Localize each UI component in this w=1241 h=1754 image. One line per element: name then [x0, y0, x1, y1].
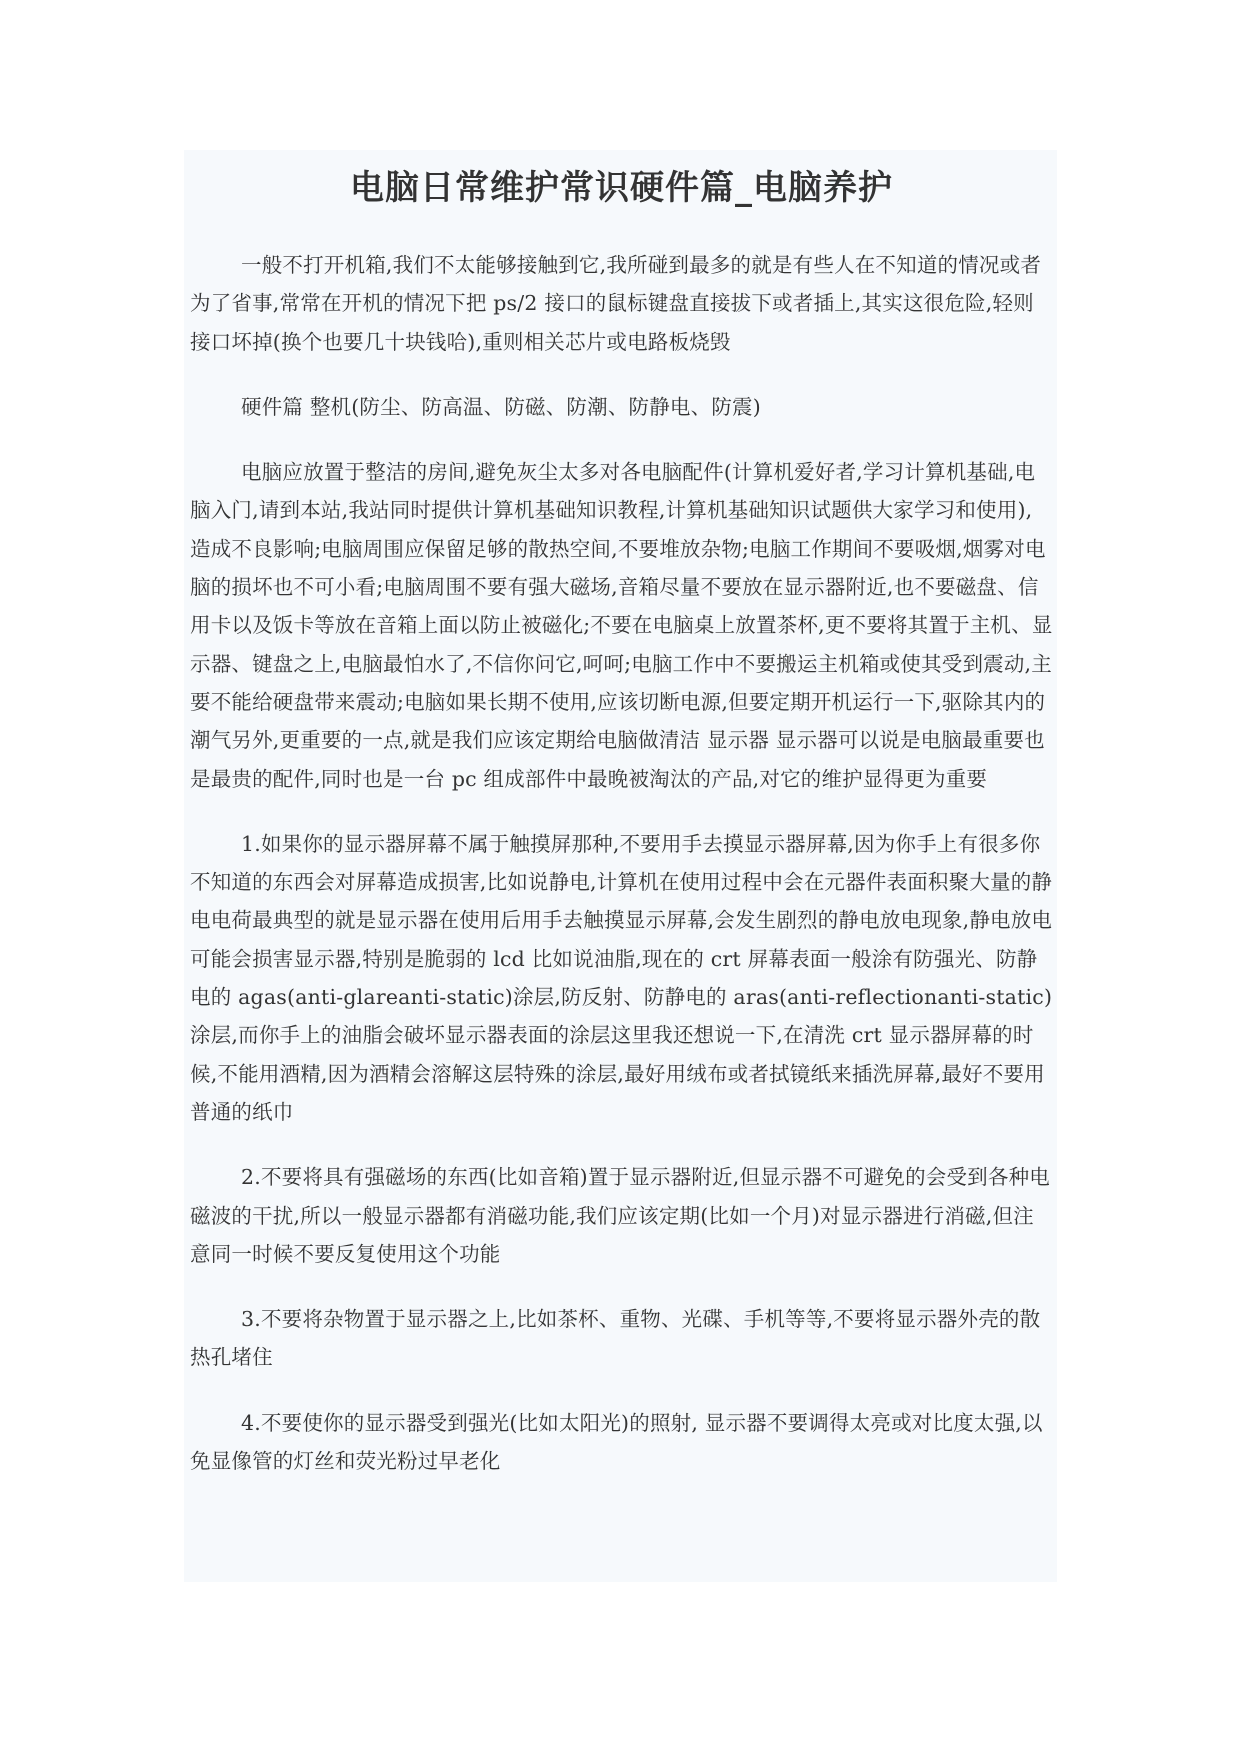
paragraph-item-2: 2.不要将具有强磁场的东西(比如音箱)置于显示器附近,但显示器不可避免的会受到各种电磁波的干扰,所以一般显示器都有消磁功能,我们应该定期(比如一个月)对显示器进行消磁,但注意同一时候不要反复使用这个功能: [190, 1165, 1050, 1266]
document-panel: [184, 150, 1057, 1582]
document-body: [190, 246, 1053, 1480]
paragraph-item-1: 1.如果你的显示器屏幕不属于触摸屏那种,不要用手去摸显示器屏幕,因为你手上有很多你不知道的东西会对屏幕造成损害,比如说静电,计算机在使用过程中会在元器件表面积聚大量的静电电荷最典型的就是显示器在使用后用手去触摸显示屏幕,会发生剧烈的静电放电现象,静电放电可能会损害显示器,特别是脆弱的 lcd 比如说油脂,现在的 crt 屏幕表面一般涂有防强光、防静电的 agas(anti-glareanti-static)涂层,防反射、防静电的 aras(anti-reflectionanti-static)涂层,而你手上的油脂会破坏显示器表面的涂层这里我还想说一下,在清洗 crt 显示器屏幕的时候,不能用酒精,因为酒精会溶解这层特殊的涂层,最好用绒布或者拭镜纸来插洗屏幕,最好不要用普通的纸巾: [190, 831, 1053, 1124]
paragraph-item-4: 4.不要使你的显示器受到强光(比如太阳光)的照射, 显示器不要调得太亮或对比度太强,以免显像管的灯丝和荧光粉过早老化: [190, 1410, 1043, 1474]
paragraph-intro: 一般不打开机箱,我们不太能够接触到它,我所碰到最多的就是有些人在不知道的情况或者为了省事,常常在开机的情况下把 ps/2 接口的鼠标键盘直接拔下或者插上,其实这很危险,轻则接口坏掉(换个也要几十块钱哈),重则相关芯片或电路板烧毁: [190, 253, 1042, 354]
document-title: 电脑日常维护常识硬件篇_电脑养护: [350, 168, 893, 208]
paragraph-placement: 电脑应放置于整洁的房间,避免灰尘太多对各电脑配件(计算机爱好者,学习计算机基础,电脑入门,请到本站,我站同时提供计算机基础知识教程,计算机基础知识试题供大家学习和使用),造成不良影响;电脑周围应保留足够的散热空间,不要堆放杂物;电脑工作期间不要吸烟,烟雾对电脑的损坏也不可小看;电脑周围不要有强大磁场,音箱尽量不要放在显示器附近,也不要磁盘、信用卡以及饭卡等放在音箱上面以防止被磁化;不要在电脑桌上放置茶杯,更不要将其置于主机、显示器、键盘之上,电脑最怕水了,不信你问它,呵呵;电脑工作中不要搬运主机箱或使其受到震动,主要不能给硬盘带来震动;电脑如果长期不使用,应该切断电源,但要定期开机运行一下,驱除其内的潮气另外,更重要的一点,就是我们应该定期给电脑做清洁 显示器 显示器可以说是电脑最重要也是最贵的配件,同时也是一台 pc 组成部件中最晚被淘汰的产品,对它的维护显得更为重要: [190, 460, 1053, 791]
paragraph-item-3: 3.不要将杂物置于显示器之上,比如茶杯、重物、光碟、手机等等,不要将显示器外壳的散热孔堵住: [190, 1307, 1041, 1370]
paragraph-section-heading: 硬件篇 整机(防尘、防高温、防磁、防潮、防静电、防震): [241, 394, 761, 419]
